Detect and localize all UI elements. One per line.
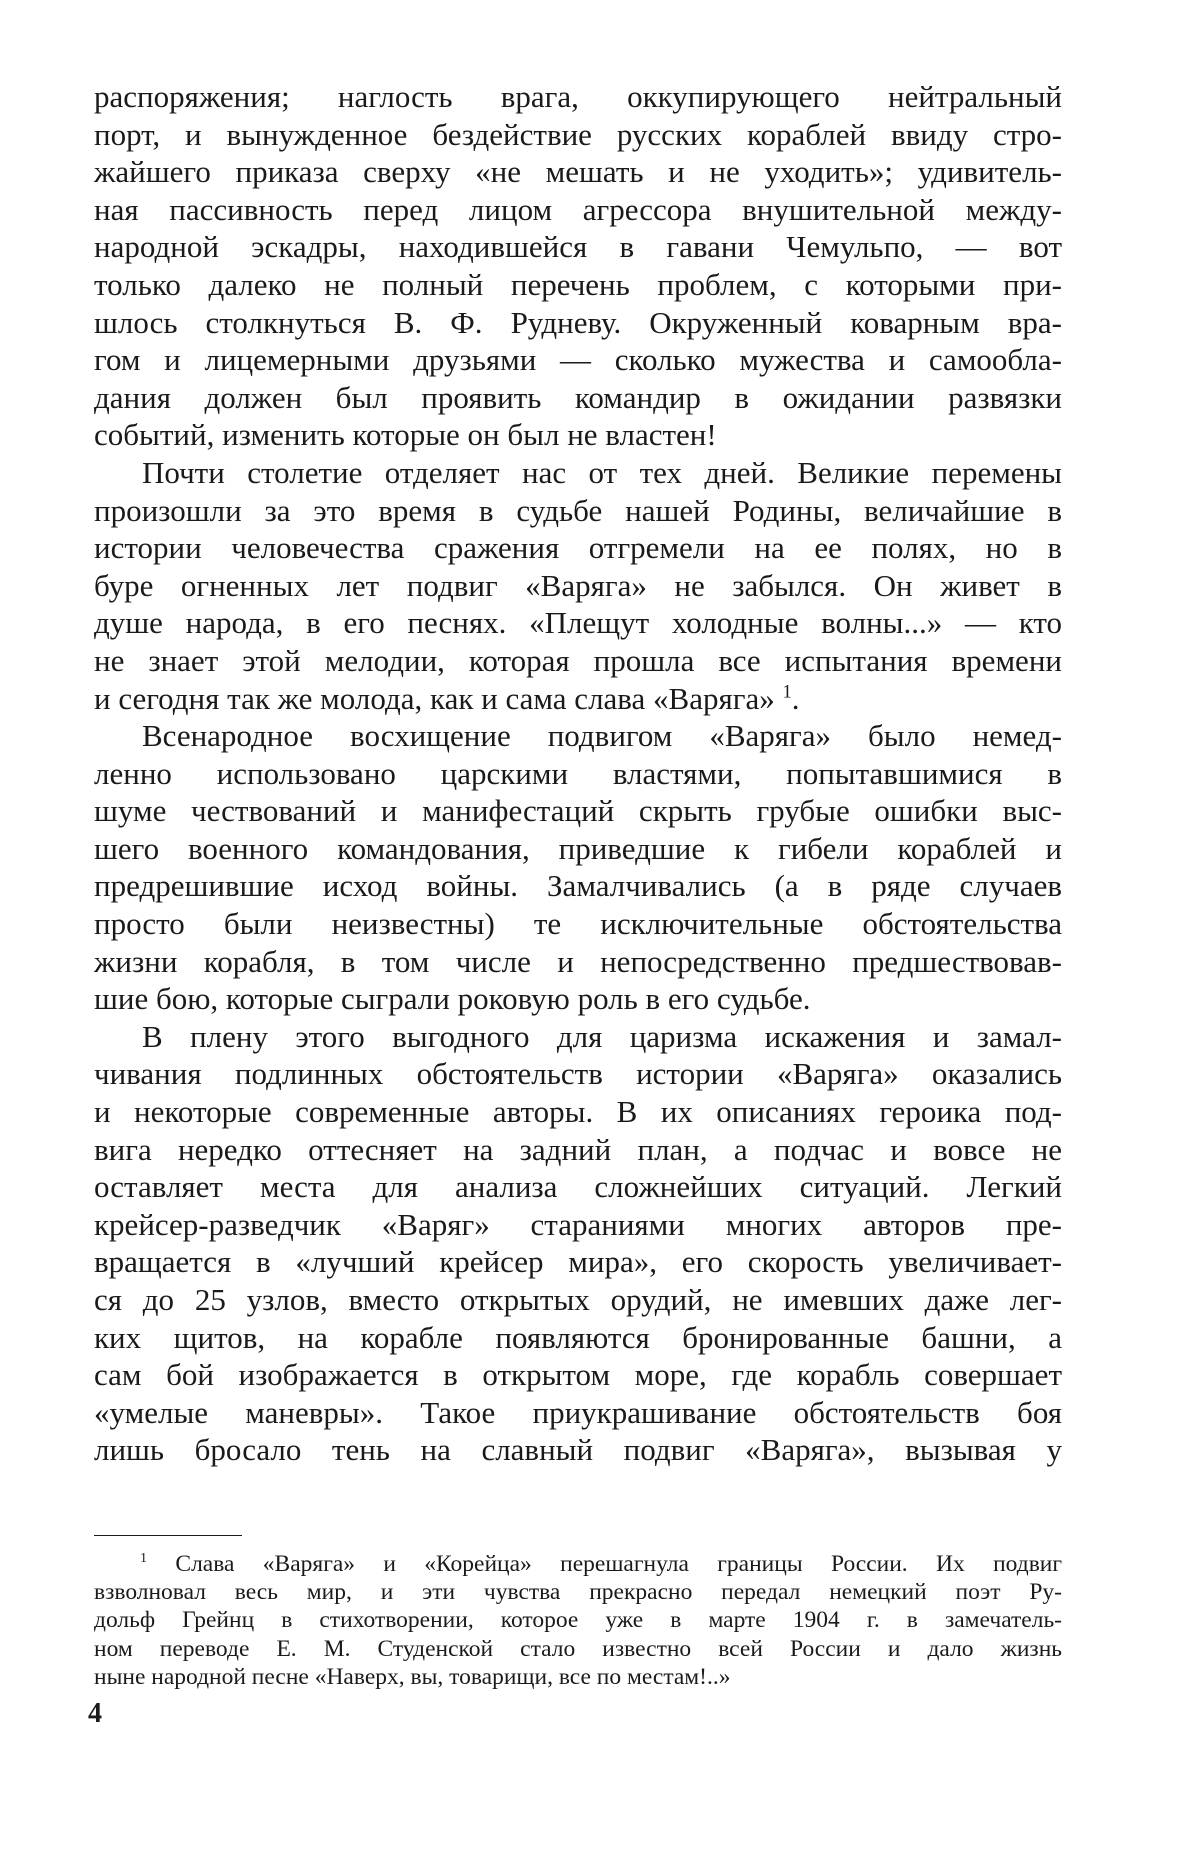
text-line: крейсер-разведчик «Варяг» стараниями многих авторов пре- xyxy=(94,1206,1062,1242)
footnote-line: дольф Грейнц в стихотворении, которое уже в марте 1904 г. в замечатель- xyxy=(94,1607,1062,1634)
text-line-with-footnote xyxy=(94,680,1062,718)
footnote-line: ныне народной песне «Наверх, вы, товарищи, все по местам!..» xyxy=(94,1663,731,1690)
page-body xyxy=(94,78,1062,1469)
paragraph-3 xyxy=(94,717,1062,1018)
text-line: распоряжения; наглость врага, оккупирующего нейтральный xyxy=(94,79,1062,114)
paragraph-2 xyxy=(94,454,1062,717)
text-line: ная пассивность перед лицом агрессора внушительной между- xyxy=(94,191,1062,227)
text-line: гом и лицемерными друзьями — сколько мужества и самообла- xyxy=(94,342,1062,378)
text-line: Почти столетие отделяет нас от тех дней. Великие перемены xyxy=(142,454,1062,490)
text-line: шего военного командования, приведшие к гибели кораблей и xyxy=(94,830,1062,866)
text-line: дания должен был проявить командир в ожидании развязки xyxy=(94,379,1062,415)
footnote xyxy=(94,1550,1062,1691)
text-line: порт, и вынужденное бездействие русских кораблей ввиду стро- xyxy=(94,116,1062,152)
text-line: сам бой изображается в открытом море, где корабль совершает xyxy=(94,1357,1062,1393)
page-number: 4 xyxy=(88,1698,102,1729)
text-line: ся до 25 узлов, вместо открытых орудий, не имевших даже лег- xyxy=(94,1282,1062,1317)
text-line: вращается в «лучший крейсер мира», его скорость увеличивает- xyxy=(94,1244,1062,1280)
text-line: и некоторые современные авторы. В их описаниях героика под- xyxy=(94,1094,1062,1130)
footnote-line: взволновал весь мир, и эти чувства прекрасно передал немецкий поэт Ру- xyxy=(94,1579,1062,1606)
footnote-text: Слава «Варяга» и «Корейца» перешагнула границы России. Их подвиг xyxy=(175,1551,1062,1577)
text-line: буре огненных лет подвиг «Варяга» не забылся. Он живет в xyxy=(94,567,1062,603)
text-line: только далеко не полный перечень проблем, с которыми при- xyxy=(94,266,1062,302)
sentence-end: . xyxy=(791,680,800,716)
text-line: народной эскадры, находившейся в гавани Чемульпо, — вот xyxy=(94,229,1062,265)
text-line: шуме чествований и манифестаций скрыть грубые ошибки выс- xyxy=(94,793,1062,829)
text-line: и сегодня так же молода, как и сама слава «Варяга» xyxy=(94,680,775,716)
text-line: шие бою, которые сыграли роковую роль в его судьбе. xyxy=(94,981,811,1017)
text-line: предрешившие исход войны. Замалчивались (а в ряде случаев xyxy=(94,868,1062,904)
text-line: шлось столкнуться В. Ф. Рудневу. Окруженный коварным вра- xyxy=(94,304,1062,340)
footnote-line: ном переводе Е. М. Студенской стало известно всей России и дало жизнь xyxy=(94,1635,1062,1662)
paragraph-1 xyxy=(94,78,1062,454)
text-line: В плену этого выгодного для царизма искажения и замал- xyxy=(142,1018,1062,1054)
text-line: не знает этой мелодии, которая прошла все испытания времени xyxy=(94,642,1062,678)
text-line: вига нередко оттесняет на задний план, а подчас и вовсе не xyxy=(94,1131,1062,1167)
footnote-separator xyxy=(94,1535,242,1536)
text-line: жайшего приказа сверху «не мешать и не уходить»; удивитель- xyxy=(94,154,1062,190)
text-line: «умелые маневры». Такое приукрашивание обстоятельств боя xyxy=(94,1394,1062,1430)
footnote-mark: 1 xyxy=(140,1550,148,1567)
text-line: душе народа, в его песнях. «Плещут холодные волны...» — кто xyxy=(94,605,1062,641)
text-line: ких щитов, на корабле появляются бронированные башни, а xyxy=(94,1319,1062,1355)
text-line: событий, изменить которые он был не властен! xyxy=(94,417,717,453)
text-line: Всенародное восхищение подвигом «Варяга» было немед- xyxy=(142,718,1062,754)
text-line: жизни корабля, в том числе и непосредственно предшествовав- xyxy=(94,943,1062,979)
text-line: просто были неизвестны) те исключительные обстоятельства xyxy=(94,906,1062,942)
text-line: оставляет места для анализа сложнейших ситуаций. Легкий xyxy=(94,1169,1062,1205)
footnote-reference: 1 xyxy=(782,681,792,703)
paragraph-4 xyxy=(94,1018,1062,1469)
text-line: произошли за это время в судьбе нашей Родины, величайшие в xyxy=(94,492,1062,528)
text-line: чивания подлинных обстоятельств истории «Варяга» оказались xyxy=(94,1056,1062,1092)
text-line: лишь бросало тень на славный подвиг «Варяга», вызывая у xyxy=(94,1432,1062,1468)
footnote-line-with-mark xyxy=(94,1550,1062,1578)
text-line: ленно использовано царскими властями, попытавшимися в xyxy=(94,755,1062,791)
text-line: истории человечества сражения отгремели на ее полях, но в xyxy=(94,530,1062,566)
